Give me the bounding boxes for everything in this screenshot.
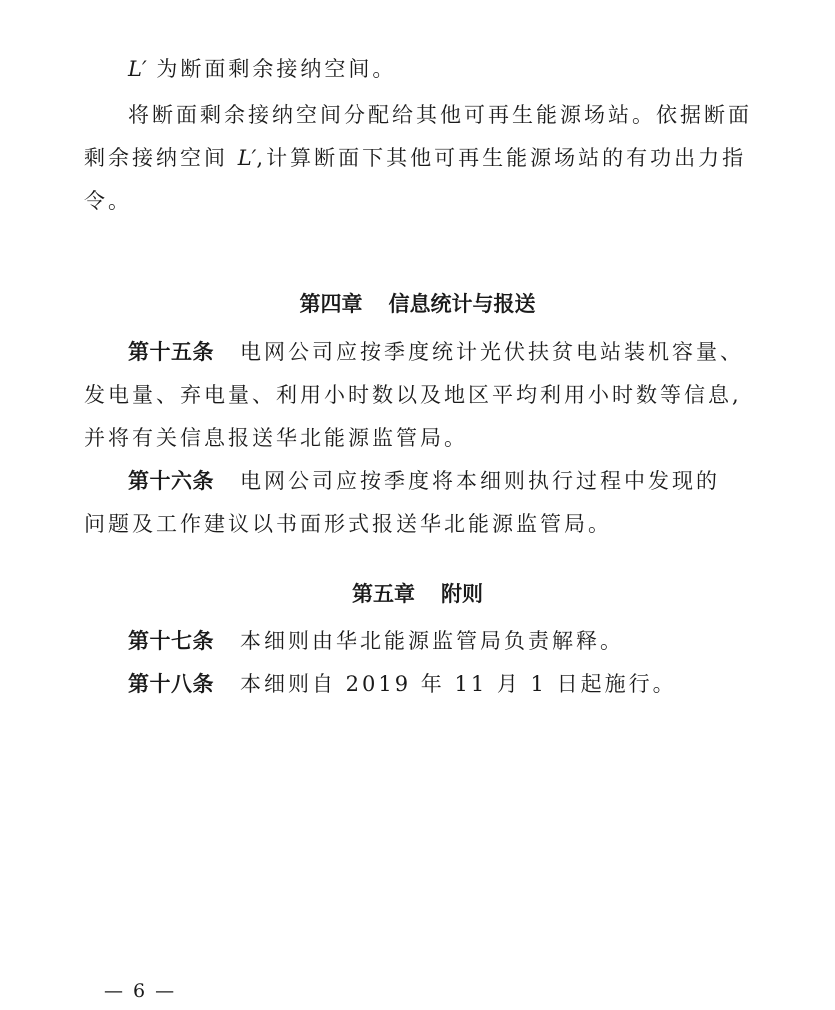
allocation-line-1: 将断面剩余接纳空间分配给其他可再生能源场站。依据断面 xyxy=(128,103,752,127)
article-15-text-1: 电网公司应按季度统计光伏扶贫电站装机容量、 xyxy=(240,340,744,364)
symbol-l-prime: L′ xyxy=(128,57,147,81)
chapter-5-title: 附则 xyxy=(441,582,483,606)
allocation-line-3: 令。 xyxy=(84,189,132,213)
article-16-text-1: 电网公司应按季度将本细则执行过程中发现的 xyxy=(240,469,720,493)
allocation-line-2-post: ,计算断面下其他可再生能源场站的有功出力指 xyxy=(256,146,747,170)
article-15-label: 第十五条 xyxy=(128,339,214,364)
chapter-4-number: 第四章 xyxy=(299,292,363,316)
article-16-label: 第十六条 xyxy=(128,468,214,493)
intro-text: 为断面剩余接纳空间。 xyxy=(146,57,397,81)
article-16-line-1 xyxy=(128,466,720,496)
article-15-line-2: 发电量、弃电量、利用小时数以及地区平均利用小时数等信息, xyxy=(84,383,742,407)
intro-line xyxy=(128,54,396,84)
allocation-line-2-pre: 剩余接纳空间 xyxy=(84,146,238,170)
article-15-line-1 xyxy=(128,337,744,367)
article-16-line-2: 问题及工作建议以书面形式报送华北能源监管局。 xyxy=(84,512,612,536)
chapter-5-heading xyxy=(0,579,835,609)
article-17-text: 本细则由华北能源监管局负责解释。 xyxy=(240,629,624,653)
chapter-5-number: 第五章 xyxy=(352,582,415,606)
allocation-line-2 xyxy=(84,143,746,173)
page-number: — 6 — xyxy=(104,980,177,1002)
chapter-4-title: 信息统计与报送 xyxy=(388,292,536,316)
article-18-text: 本细则自 2019 年 11 月 1 日起施行。 xyxy=(240,672,677,696)
article-17-label: 第十七条 xyxy=(128,628,214,653)
article-17-line xyxy=(128,626,624,656)
article-18-line xyxy=(128,669,677,699)
article-18-label: 第十八条 xyxy=(128,671,214,696)
chapter-4-heading xyxy=(0,289,835,319)
symbol-l-prime-2: L′ xyxy=(237,146,257,170)
article-15-line-3: 并将有关信息报送华北能源监管局。 xyxy=(84,426,468,450)
